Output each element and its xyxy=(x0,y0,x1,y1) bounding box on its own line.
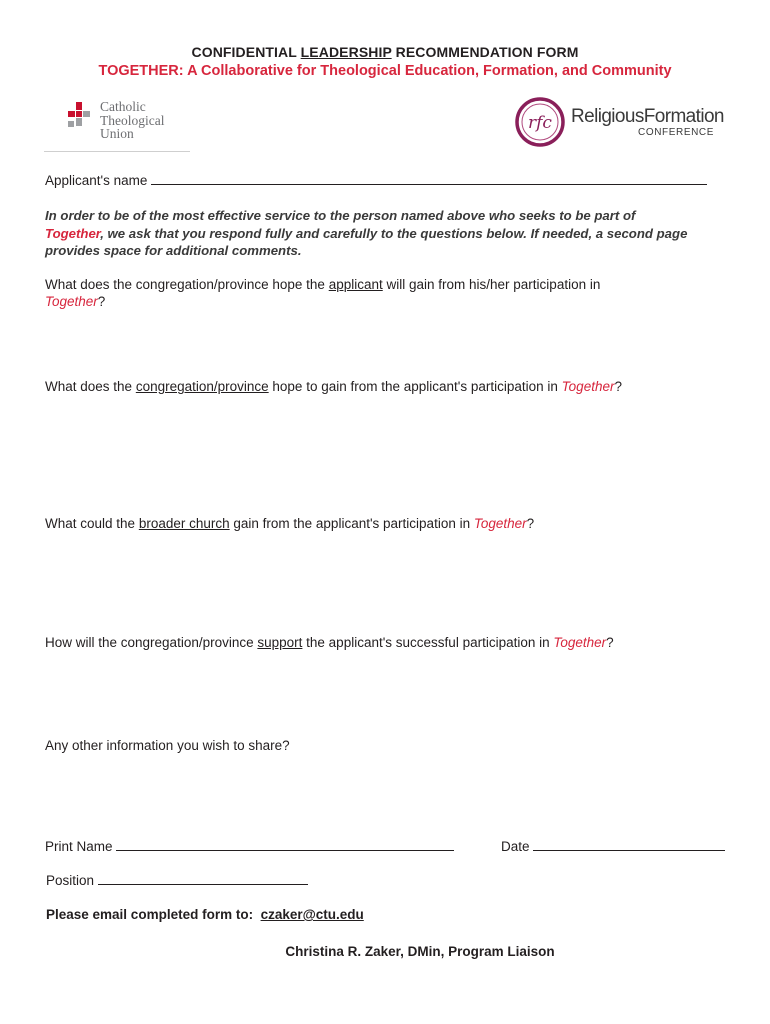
logo-divider xyxy=(44,151,190,152)
ctu-cross-icon xyxy=(68,102,94,132)
email-label: Please email completed form to: xyxy=(46,907,254,922)
print-name-label: Print Name xyxy=(45,839,113,854)
question-1: What does the congregation/province hope the applicant will gain from his/her participation in Together? xyxy=(45,277,601,309)
position-line[interactable] xyxy=(98,873,308,885)
print-name-field[interactable] xyxy=(45,839,454,854)
religious-formation-conference-logo xyxy=(514,96,724,150)
applicant-name-line[interactable] xyxy=(151,173,707,185)
applicant-name-label: Applicant's name xyxy=(45,173,148,188)
ctu-logo-text: Catholic Theological Union xyxy=(100,99,165,141)
program-liaison: Christina R. Zaker, DMin, Program Liaison xyxy=(285,944,555,959)
rfc-logo-conference: CONFERENCE xyxy=(638,127,715,138)
email-instruction xyxy=(46,907,364,922)
instructions-paragraph: In order to be of the most effective service to the person named above who seeks to be part of Together, we ask that you respond fully and carefully to the questions below. If needed, a second page provides space for additional comments. xyxy=(45,208,688,258)
question-5: Any other information you wish to share? xyxy=(45,738,290,753)
question-3: What could the broader church gain from the applicant's participation in Together? xyxy=(45,516,535,531)
question-4: How will the congregation/province support the applicant's successful participation in Together? xyxy=(45,635,614,650)
position-field[interactable] xyxy=(46,873,308,888)
rfc-logo-name: ReligiousFormation xyxy=(571,106,724,127)
applicant-name-field[interactable] xyxy=(45,173,707,188)
question-2: What does the congregation/province hope to gain from the applicant's participation in Together? xyxy=(45,379,622,394)
rfc-circle-icon xyxy=(514,96,566,148)
form-subtitle: TOGETHER: A Collaborative for Theological Education, Formation, and Community xyxy=(98,63,672,79)
position-label: Position xyxy=(46,873,95,888)
rfc-monogram: rfc xyxy=(528,113,552,133)
email-link[interactable]: czaker@ctu.edu xyxy=(260,907,364,922)
date-line[interactable] xyxy=(533,839,725,851)
print-name-line[interactable] xyxy=(116,839,454,851)
catholic-theological-union-logo xyxy=(68,100,188,144)
date-label: Date xyxy=(501,839,530,854)
form-title: CONFIDENTIAL LEADERSHIP RECOMMENDATION FORM xyxy=(191,44,579,60)
date-field[interactable] xyxy=(501,839,725,854)
